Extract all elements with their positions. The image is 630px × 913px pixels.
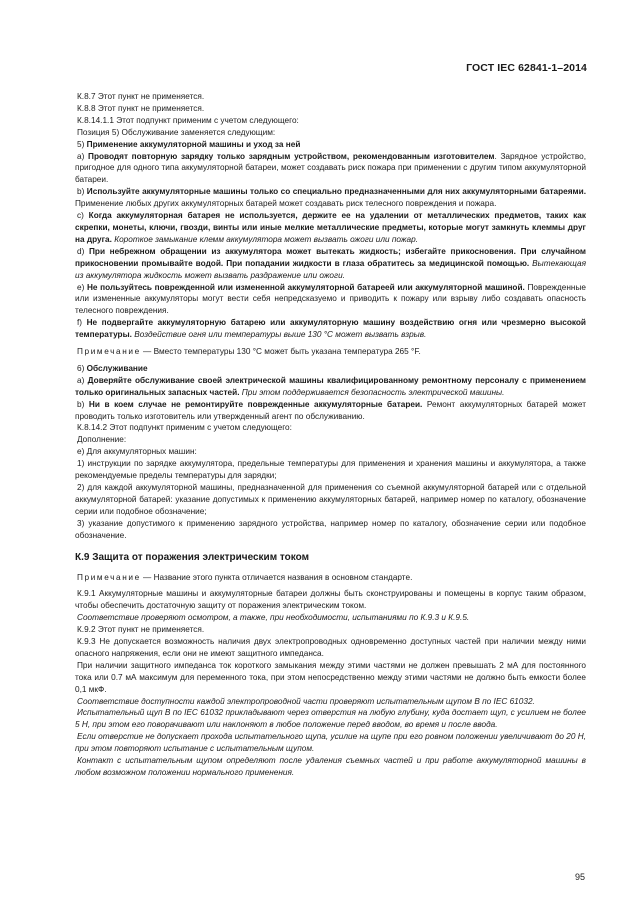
list-item: 2) для каждой аккумуляторной машины, предназначенной для применения со съемной аккумуляторной батарей или с отдельной аккумуляторной батарей: указание допустимых к применению аккумуляторных батарей, например номер по каталогу, обозначение серии или подобное обозначение; bbox=[75, 483, 586, 516]
paragraph: Если отверстие не допускает прохода испытательного щупа, усилие на щупе при его ровном положении увеличивают до 20 Н, при этом повторяют испытание с испытательным щупом. bbox=[75, 732, 586, 754]
paragraph: b) Ни в коем случае не ремонтируйте поврежденные аккумуляторные батареи. Ремонт аккумуляторных батарей может проводить только изготовитель или утвержденный агент по обслуживанию. bbox=[75, 399, 587, 421]
paragraph: Дополнение: bbox=[77, 435, 127, 445]
paragraph: К.9.2 Этот пункт не применяется. bbox=[77, 625, 205, 635]
paragraph: К.8.8 Этот пункт не применяется. bbox=[77, 103, 205, 113]
page-number: 95 bbox=[574, 872, 585, 882]
note: Примечание — Название этого пункта отличается названия в основном стандарте. bbox=[77, 573, 413, 583]
paragraph: Контакт с испытательным щупом определяют после удаления съемных частей и при работе аккумуляторной машины в любом возможном положении нормального применения. bbox=[75, 756, 586, 777]
paragraph: К.9.3 Не допускается возможность наличия двух электропроводных одновременно доступных частей при наличии между ними опасного напряжения, если они не имеют защитного импеданса. bbox=[75, 636, 586, 658]
paragraph: К.8.7 Этот пункт не применяется. bbox=[77, 92, 205, 101]
paragraph: d) При небрежном обращении из аккумулятора может вытекать жидкость; избегайте прикосновения. При случайном прикосновении промывайте водой. При попадании жидкости в глаза обратитесь за медицинской помощью. Вытекающая из аккумулятора жидкость может вызвать раздражение или ожоги. bbox=[75, 246, 586, 280]
paragraph: a) Доверяйте обслуживание своей электрической машины квалифицированному ремонтному персоналу с применением только оригинальных запасных частей. При этом поддерживается безопасность электрической машины. bbox=[75, 375, 587, 397]
note: Примечание — Вместо температуры 130 °С может быть указана температура 265 °F. bbox=[77, 347, 421, 357]
paragraph: Испытательный щуп В по IEC 61032 прикладывают через отверстия на любую глубину, куда достает щуп, с усилием не более 5 Н, при этом его поворачивают или наклоняют в любое положение перед вводом, во время и после ввода. bbox=[75, 708, 586, 730]
paragraph: c) Когда аккумуляторная батарея не используется, держите ее на удалении от металлических предметов, таких как скрепки, монеты, ключи, гвозди, винты или иные мелкие металлические предметы, которые могут замкнуть клеммы друг на друга. Короткое замыкание клемм аккумулятора может вызвать ожоги или пожар. bbox=[75, 211, 586, 244]
paragraph: Соответствие доступности каждой электропроводной части проверяют испытательным щупом В по IEC 61032. bbox=[77, 696, 535, 706]
paragraph: b) Используйте аккумуляторные машины только со специально предназначенными для них аккумуляторными батареями. Применение любых других аккумуляторных батарей может создавать риск телесного повреждения и пожара. bbox=[75, 187, 586, 209]
paragraph: 6) Обслуживание bbox=[77, 363, 148, 373]
page-body bbox=[75, 91, 586, 779]
list-item: 1) инструкции по зарядке аккумулятора, предельные температуры для применения и хранения машины и аккумулятора, а также рекомендуемые пределы температуры для зарядки; bbox=[75, 459, 586, 481]
paragraph: К.8.14.2 Этот подпункт применим с учетом следующего: bbox=[77, 423, 292, 433]
paragraph: К.9.1 Аккумуляторные машины и аккумуляторные батареи должны быть сконструированы и помещены в корпус таким образом, чтобы обеспечить достаточную защиту от поражения электрическим током. bbox=[75, 589, 586, 611]
section-title: К.9 Защита от поражения электрическим током bbox=[75, 551, 310, 563]
document-header: ГОСТ IEC 62841-1–2014 bbox=[466, 62, 587, 74]
paragraph: e) Не пользуйтесь поврежденной или измененной аккумуляторной батареей или аккумуляторной машиной. Поврежденные или измененные аккумуляторы могут вести себя непредсказуемо и приводить к пожару или взрыву либо создавать опасность телесного повреждения. bbox=[75, 282, 586, 316]
paragraph: Соответствие проверяют осмотром, а также, при необходимости, испытаниями по К.9.3 и К.9.5. bbox=[77, 613, 470, 623]
list-item: 3) указание допустимого к применению зарядного устройства, например номер по каталогу, обозначение серии или подобное обозначение. bbox=[75, 518, 586, 540]
paragraph: К.8.14.1.1 Этот подпункт применим с учетом следующего: bbox=[77, 115, 299, 125]
paragraph: a) Проводят повторную зарядку только зарядным устройством, рекомендованным изготовителем. Зарядное устройство, пригодное для одного типа аккумуляторной батареи, может создавать риск пожара при применении с другим типом аккумуляторной батареи. bbox=[75, 151, 586, 185]
paragraph: 5) Применение аккумуляторной машины и уход за ней bbox=[77, 139, 301, 149]
paragraph: Позиция 5) Обслуживание заменяется следующим: bbox=[77, 127, 276, 137]
paragraph: e) Для аккумуляторных машин: bbox=[77, 447, 197, 457]
paragraph: При наличии защитного импеданса ток короткого замыкания между этими частями не должен превышать 2 мА для постоянного тока или 0.7 мА максимум для переменного тока, при этом непосредственно между этими частями не должно быть емкости более 0,1 мкФ. bbox=[75, 660, 586, 694]
paragraph: f) Не подвергайте аккумуляторную батарею или аккумуляторную машину воздействию огня или чрезмерно высокой температуры. Воздействие огня или температуры выше 130 °С может вызвать взрыв. bbox=[75, 318, 586, 340]
